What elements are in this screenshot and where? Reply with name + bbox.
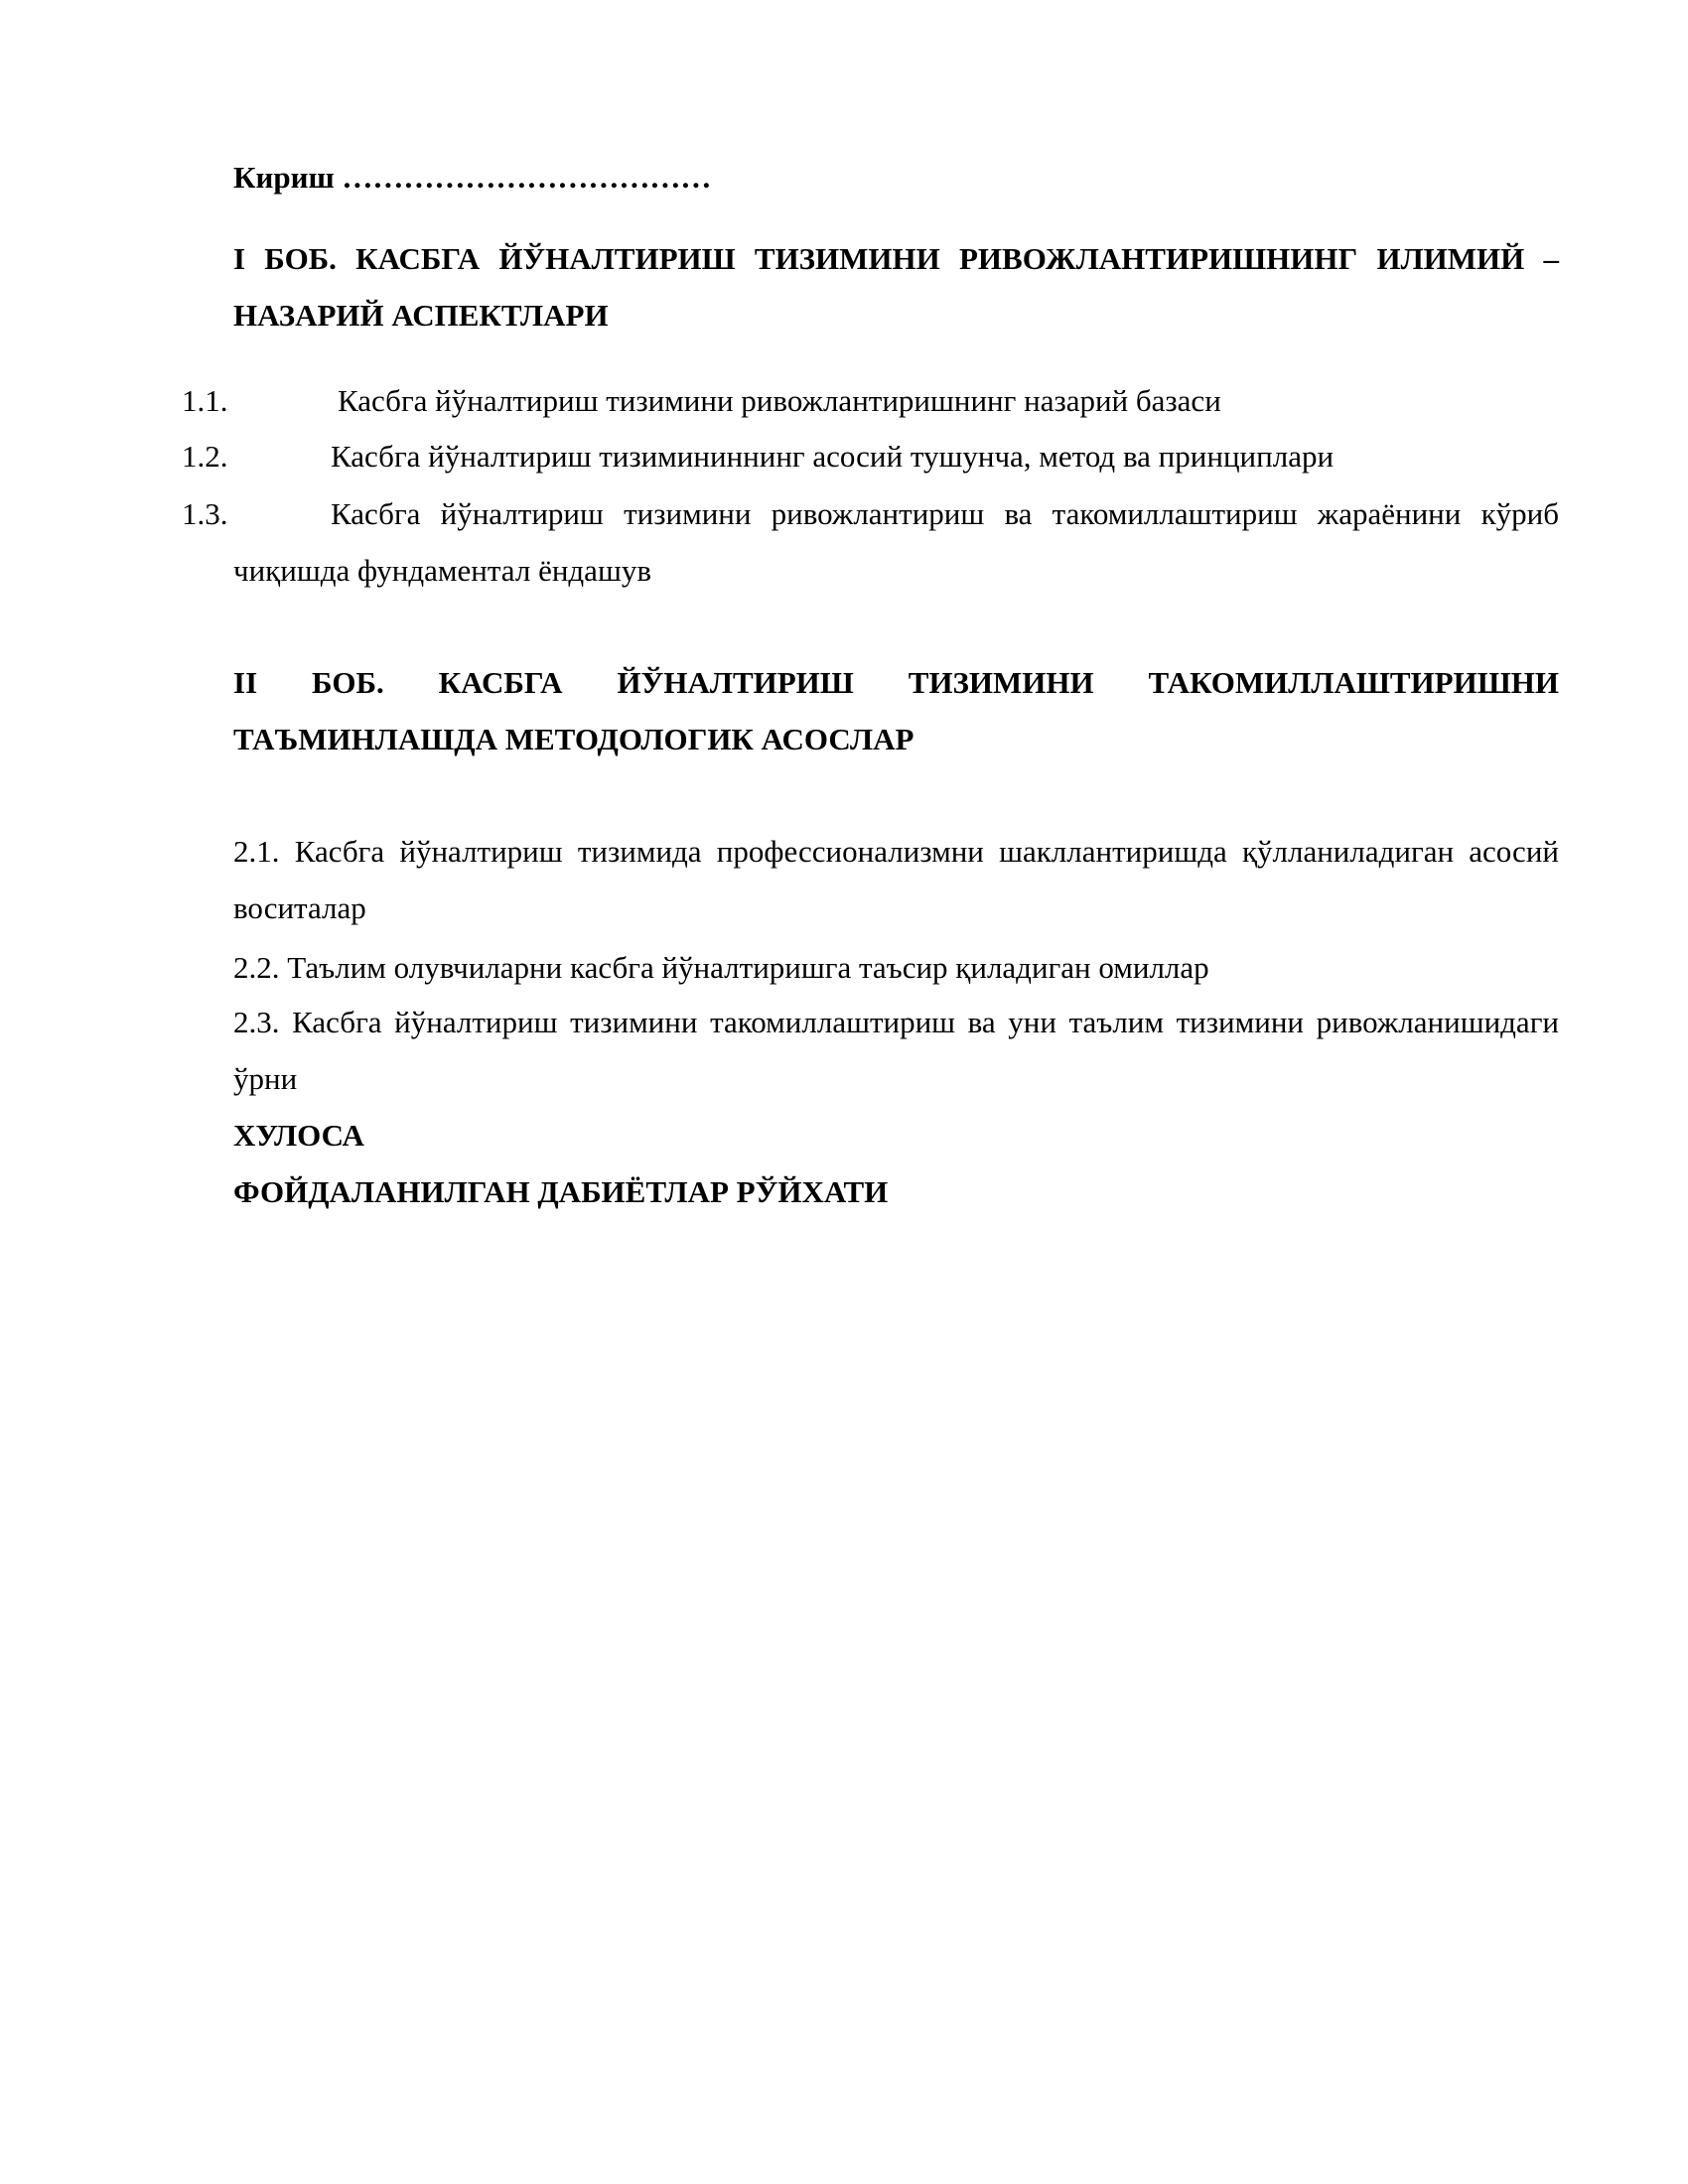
toc-references: ФОЙДАЛАНИЛГАН ДАБИЁТЛАР РЎЙХАТИ [233, 1174, 889, 1209]
item-2-1: 2.1. Касбга йўналтириш тизимида профессионализмни шакллантиришда қўлланиладиган асосий воситалар [233, 834, 1559, 925]
toc-intro: Кириш ……………………………… [233, 160, 712, 195]
toc-conclusion: ХУЛОСА [233, 1118, 364, 1153]
item-1-1-number: 1.1. [182, 383, 228, 418]
item-2-3: 2.3. Касбга йўналтириш тизимини такомиллаштириш ва уни таълим тизимини ривожланишидаги ўрни [233, 1005, 1559, 1096]
chapter2-title: II БОБ. КАСБГА ЙЎНАЛТИРИШ ТИЗИМИНИ ТАКОМИЛЛАШТИРИШНИ ТАЪМИНЛАШДА МЕТОДОЛОГИК АСОСЛАР [233, 665, 1559, 756]
item-1-3-text: Касбга йўналтириш тизимини ривожлантириш ва такомиллаштириш жараёнини кўриб [331, 496, 1559, 531]
item-1-3-continuation: чиқишда фундаментал ёндашув [233, 553, 651, 588]
item-1-2-number: 1.2. [182, 439, 228, 474]
item-1-3-number: 1.3. [182, 496, 228, 531]
item-1-2-text: Касбга йўналтириш тизимининнинг асосий тушунча, метод ва принциплари [331, 439, 1335, 474]
item-1-1-text: Касбга йўналтириш тизимини ривожлантиришнинг назарий базаси [338, 383, 1221, 418]
item-2-2: 2.2. Таълим олувчиларни касбга йўналтиришга таъсир қиладиган омиллар [233, 950, 1209, 985]
chapter1-title: I БОБ. КАСБГА ЙЎНАЛТИРИШ ТИЗИМИНИ РИВОЖЛАНТИРИШНИНГ ИЛИМИЙ – НАЗАРИЙ АСПЕКТЛАРИ [233, 241, 1559, 333]
